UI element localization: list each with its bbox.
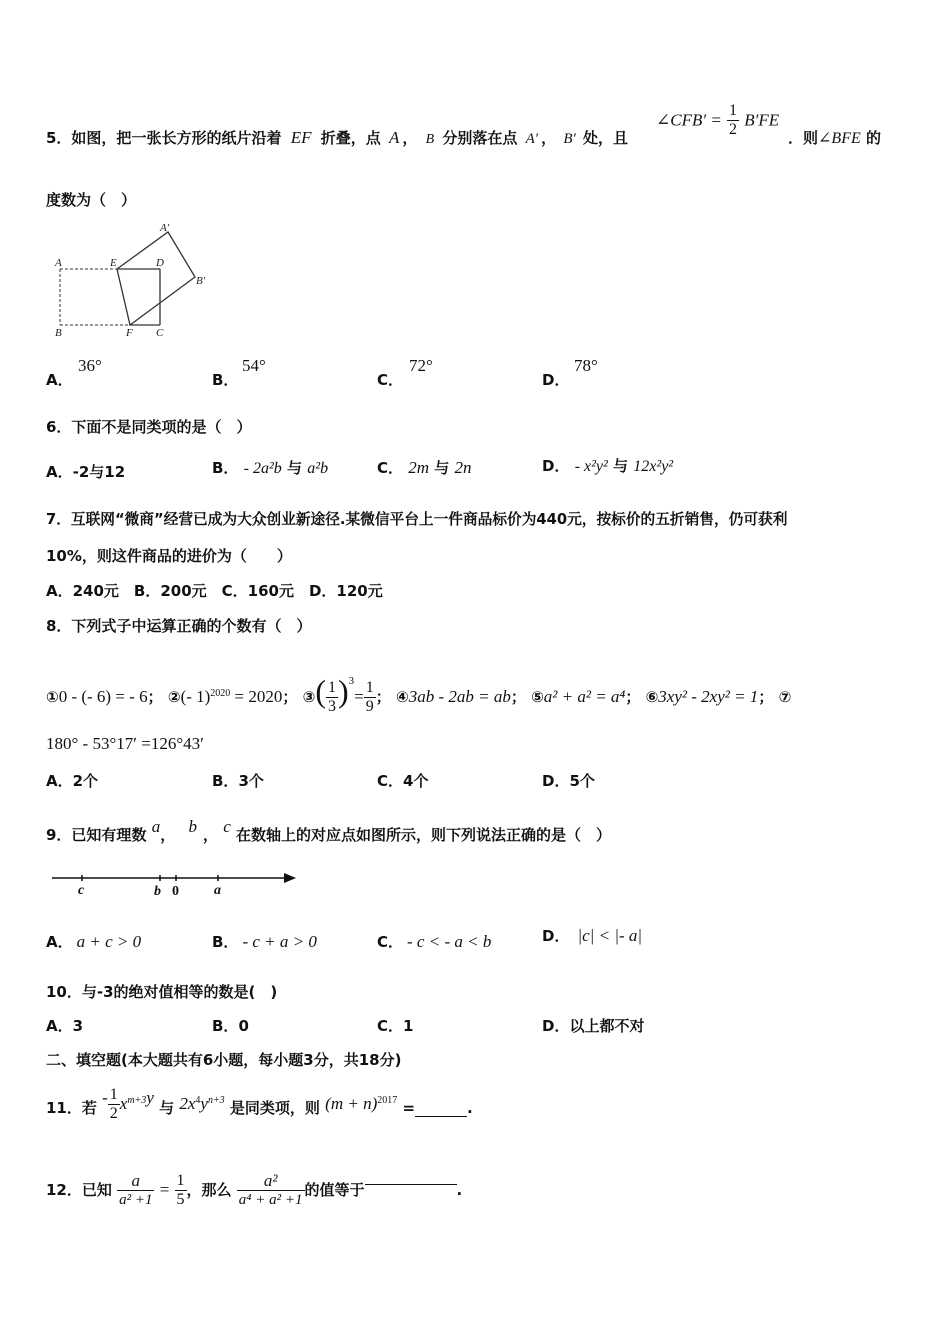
- q9-label-a: a: [214, 883, 221, 896]
- q8-e3-fraction: [326, 679, 338, 716]
- q8-e3-rn: 1: [365, 679, 374, 696]
- q6-option-a-text: -2与12: [72, 463, 126, 481]
- q8-e2-exp: 2020: [210, 688, 231, 699]
- q5-comma2: ，: [541, 129, 557, 147]
- q5-stem-line1-end: [788, 128, 881, 149]
- q9-var-b: b: [188, 817, 197, 836]
- q9-option-c-label: C．: [377, 933, 404, 951]
- q9-number-line: [48, 866, 308, 896]
- q9-label-c: c: [78, 883, 85, 896]
- q8-option-a-label: A．: [46, 772, 73, 790]
- q9-stem-b: 在数轴上的对应点如图所示，则下列说法正确的是（ ）: [235, 826, 611, 844]
- q9-option-b-value: - c + a > 0: [242, 932, 317, 951]
- q12-num: 12．已知: [46, 1181, 112, 1199]
- q10-option-d-label: D．: [542, 1017, 570, 1035]
- q6-option-d-mid: 与: [613, 457, 629, 475]
- q6-option-c-right: 2n: [454, 458, 472, 477]
- q5-condition: [656, 102, 779, 139]
- q6-option-b-mid: 与: [287, 459, 303, 477]
- q6-option-b-right: a²b: [307, 460, 329, 477]
- q8-option-c-value: 4个: [403, 772, 429, 790]
- q8-option-b-value: 3个: [238, 772, 264, 790]
- q12-dot: .: [456, 1181, 463, 1199]
- q9-var-a: a: [151, 817, 161, 836]
- q9-comma2: ，: [202, 826, 218, 844]
- q5-stem-line1: [46, 128, 628, 150]
- q9-option-c[interactable]: [377, 932, 491, 952]
- q11-term1-fraction: [108, 1086, 120, 1123]
- q8-e4: 3ab - 2ab = ab: [408, 687, 511, 706]
- q5-text-e: ．则: [788, 129, 819, 147]
- q5-cond-fraction: [727, 102, 739, 139]
- q7-stem-line1: 7．互联网“微商”经营已成为大众创业新途径.某微信平台上一件商品标价为440元，按标价的五折销售，仍可获利: [46, 511, 788, 528]
- q12-answer-blank[interactable]: [365, 1162, 457, 1185]
- q12-f3-d: a⁴ + a² +1: [238, 1192, 303, 1208]
- q8-e3-lparen: (: [315, 673, 326, 709]
- q12-f1-d: a² +1: [119, 1192, 153, 1208]
- q5-figure: [50, 222, 220, 340]
- q5-point-b: B: [425, 132, 435, 147]
- q5-text-a: 5．如图，把一张长方形的纸片沿着: [46, 129, 282, 147]
- q11-term2: 2x: [179, 1094, 196, 1113]
- q11-term1-sign: -: [102, 1088, 108, 1107]
- q8-sep5: ；: [625, 688, 641, 706]
- q5-ef: EF: [290, 128, 312, 147]
- q9-option-a[interactable]: [46, 932, 141, 952]
- q12-end: 的值等于: [304, 1181, 365, 1199]
- q11-num: 11．若: [46, 1099, 97, 1117]
- q9-comma1: ，: [160, 826, 176, 844]
- q12-f2-n: 1: [176, 1172, 185, 1189]
- q8-e2-rhs: = 2020: [230, 687, 283, 706]
- q8-e7: 180° - 53°17′ =126°43′: [46, 734, 204, 753]
- q11-end: .: [467, 1099, 473, 1117]
- q11-term2-yexp: n+3: [207, 1095, 225, 1106]
- q12-mid: ，那么: [186, 1181, 232, 1199]
- q10-option-c[interactable]: [377, 1016, 413, 1036]
- q5-cond-left: ∠CFB′ =: [656, 110, 722, 130]
- q6-option-c[interactable]: [377, 458, 472, 478]
- q5-option-a-label[interactable]: A．: [46, 371, 73, 389]
- q9-option-b[interactable]: [212, 932, 317, 952]
- q8-e3-d: 3: [328, 698, 336, 715]
- q6-option-c-label: C．: [377, 459, 404, 477]
- q8-e2-num: ②: [167, 688, 181, 706]
- q9-var-c: c: [223, 817, 231, 836]
- q10-option-d-value: 以上都不对: [569, 1017, 645, 1035]
- q9-label-b: b: [154, 884, 161, 896]
- q8-sep2: ；: [282, 688, 298, 706]
- q8-e6-num: ⑥: [645, 688, 659, 706]
- q8-option-a-value: 2个: [72, 772, 99, 790]
- q8-e6: 3xy² - 2xy² = 1: [658, 687, 759, 706]
- q10-option-a-label: A．: [46, 1017, 73, 1035]
- q11-term2-exp: 4: [195, 1095, 201, 1106]
- q10-option-c-label: C．: [377, 1017, 404, 1035]
- q8-option-b-label: B．: [212, 772, 239, 790]
- q8-e3-result: [364, 679, 376, 716]
- q5-option-a-value: 36°: [78, 356, 102, 375]
- q5-fig-label-c: C: [156, 327, 164, 339]
- q5-option-d-label[interactable]: D．: [542, 371, 570, 389]
- q10-option-b-value: 0: [238, 1017, 249, 1035]
- q11-term2-y: y: [200, 1094, 208, 1113]
- section-heading: 二、填空题(本大题共有6小题，每小题3分，共18分): [46, 1051, 402, 1069]
- q5-fig-label-e: E: [110, 257, 117, 269]
- q8-e1: 0 - (- 6) = - 6: [58, 687, 148, 706]
- q12-f3-n: a²: [237, 1172, 305, 1191]
- q6-option-b-left: - 2a²b: [243, 460, 282, 477]
- q6-option-c-left: 2m: [408, 458, 430, 477]
- q5-fig-folded: [117, 232, 195, 325]
- q5-point-a: A: [388, 128, 400, 147]
- q8-option-a[interactable]: [46, 771, 98, 791]
- q8-option-d[interactable]: [542, 771, 595, 791]
- q9-option-a-value: a + c > 0: [76, 932, 142, 951]
- q11-line: [46, 1078, 473, 1122]
- q12-fraction1: [117, 1172, 154, 1209]
- q8-option-c-label: C．: [377, 772, 404, 790]
- q9-label-zero: 0: [172, 884, 179, 896]
- q5-point-ap: A′: [525, 131, 539, 147]
- q5-fig-label-f: F: [126, 327, 133, 339]
- q8-e3-rd: 9: [365, 698, 374, 715]
- q8-e5-num: ⑤: [531, 688, 544, 706]
- q6-option-b-label: B．: [212, 459, 239, 477]
- q8-e4-num: ④: [396, 688, 409, 706]
- q5-comma1: ，: [402, 129, 418, 147]
- q5-text-b: 折叠，点: [320, 129, 381, 147]
- q10-option-b[interactable]: [212, 1016, 249, 1036]
- q8-sep1: ；: [147, 688, 163, 706]
- q12-f1-n: a: [117, 1172, 154, 1191]
- q7-options[interactable]: A．240元 B．200元 C．160元 D．120元: [46, 582, 383, 600]
- q8-e3-exp: 3: [348, 675, 355, 687]
- q11-term1-d: 2: [109, 1105, 118, 1122]
- q8-e3-eq: =: [354, 687, 364, 706]
- q11-expr-exp: 2017: [377, 1095, 398, 1106]
- q5-option-b-value: 54°: [242, 356, 266, 375]
- q8-option-b[interactable]: [212, 771, 264, 791]
- q6-stem: 6．下面不是同类项的是（ ）: [46, 418, 252, 436]
- q12-fraction2: [175, 1172, 187, 1209]
- q8-option-d-value: 5个: [569, 772, 595, 790]
- q6-option-b[interactable]: [212, 458, 328, 479]
- q10-option-a[interactable]: [46, 1016, 83, 1036]
- q8-e1-num: ①: [46, 688, 59, 706]
- q8-sep6: ；: [758, 688, 774, 706]
- q6-option-a-label: A．: [46, 463, 73, 481]
- q5-fig-label-a: A: [55, 257, 62, 269]
- q5-stem-line2: 度数为（ ）: [46, 191, 137, 209]
- q9-axis-arrow: [284, 873, 296, 883]
- q5-cond-num: 1: [729, 102, 738, 119]
- q12-eq: =: [159, 1180, 170, 1199]
- q10-option-d[interactable]: [542, 1016, 644, 1036]
- q5-target: ∠BFE: [818, 130, 861, 147]
- q5-option-b-label[interactable]: B．: [212, 371, 239, 389]
- q8-sep4: ；: [510, 688, 526, 706]
- q8-e7-line: [46, 734, 204, 754]
- q8-expressions: [46, 654, 792, 715]
- q11-expr: (m + n): [325, 1094, 378, 1113]
- q5-fig-label-b: B: [55, 327, 62, 339]
- q8-stem: 8．下列式子中运算正确的个数有（ ）: [46, 617, 312, 635]
- q6-option-c-mid: 与: [434, 459, 450, 477]
- q10-option-c-value: 1: [403, 1017, 414, 1035]
- q8-e3-num: ③: [302, 688, 316, 706]
- q9-option-b-label: B．: [212, 933, 239, 951]
- q5-cond-den: 2: [729, 121, 738, 138]
- q9-stem-a: 9．已知有理数: [46, 826, 147, 844]
- q11-term1-n: 1: [109, 1086, 118, 1103]
- q5-fig-label-bp: B′: [196, 275, 206, 287]
- q8-option-d-label: D．: [542, 772, 570, 790]
- q6-option-d-left: - x²y²: [574, 458, 608, 475]
- q5-cond-right: B′FE: [744, 110, 780, 130]
- q5-option-c-label[interactable]: C．: [377, 371, 404, 389]
- q8-sep3: ；: [375, 688, 391, 706]
- q9-option-a-label: A．: [46, 933, 73, 951]
- q11-mid: 与: [159, 1099, 175, 1117]
- q7-stem-line2: 10%，则这件商品的进价为（ ）: [46, 547, 292, 565]
- q9-stem: [46, 817, 611, 845]
- q5-point-bp: B′: [563, 131, 576, 147]
- q11-text: 是同类项，则: [229, 1099, 320, 1117]
- q12-f2-d: 5: [176, 1191, 185, 1208]
- q8-e7-num: ⑦: [778, 688, 792, 706]
- q6-option-d-label: D．: [542, 457, 570, 475]
- q10-stem: 10．与-3的绝对值相等的数是( ): [46, 983, 278, 1001]
- q10-option-b-label: B．: [212, 1017, 239, 1035]
- q11-eq: =: [397, 1099, 416, 1117]
- q9-option-d-label: D．: [542, 927, 570, 945]
- q11-term1-y: y: [146, 1088, 154, 1107]
- q8-e2-base: (- 1): [180, 687, 211, 706]
- q5-fig-label-ap: A′: [160, 222, 170, 234]
- q12-line: [46, 1162, 463, 1208]
- q6-option-d[interactable]: [542, 456, 673, 477]
- q8-e5: a² + a² = a⁴: [543, 687, 626, 706]
- q6-option-d-right: 12x²y²: [633, 458, 674, 475]
- q9-option-d[interactable]: [542, 926, 642, 946]
- q5-text-d: 处，且: [583, 129, 629, 147]
- q5-option-c-value: 72°: [409, 356, 433, 375]
- q9-option-c-value: - c < - a < b: [407, 932, 492, 951]
- q5-fig-label-d: D: [156, 257, 164, 269]
- q8-e3-rparen: ): [338, 673, 349, 709]
- q8-e3-n: 1: [328, 679, 336, 696]
- q10-option-a-value: 3: [72, 1017, 84, 1035]
- q6-option-a[interactable]: [46, 462, 125, 482]
- q8-option-c[interactable]: [377, 771, 428, 791]
- q12-fraction3: [237, 1172, 305, 1209]
- q5-option-d-value: 78°: [574, 356, 598, 375]
- q5-text-c: 分别落在点: [442, 129, 518, 147]
- q9-option-d-value: |c| < |- a|: [577, 926, 643, 945]
- q5-text-f: 的: [865, 129, 881, 147]
- q11-term1-exp: m+3: [127, 1095, 147, 1106]
- q11-answer-blank[interactable]: [415, 1096, 467, 1117]
- q11-term1-var: x: [119, 1094, 128, 1113]
